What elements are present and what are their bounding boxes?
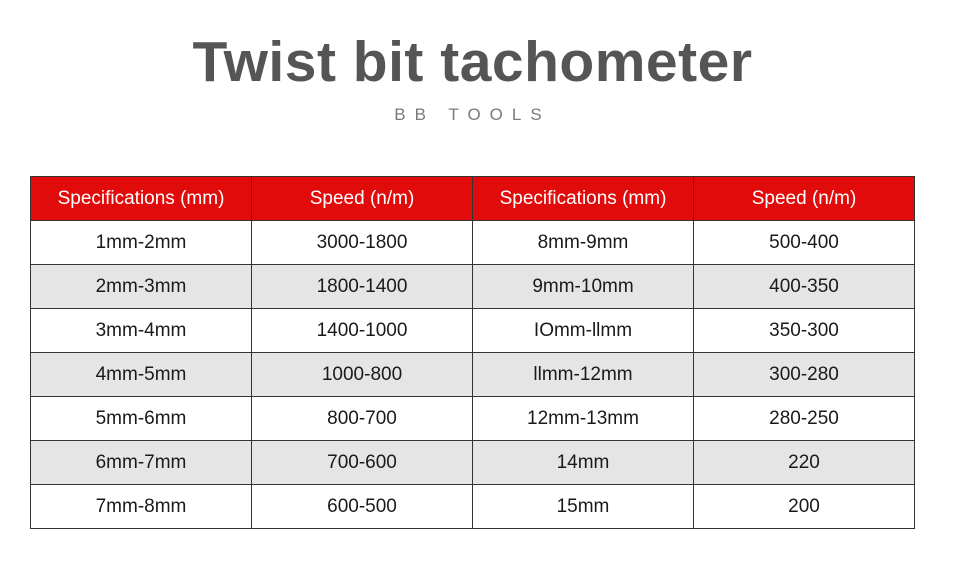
table-cell: 2mm-3mm — [31, 265, 252, 309]
table-cell: 350-300 — [694, 309, 915, 353]
table-cell: 280-250 — [694, 397, 915, 441]
table-cell: 6mm-7mm — [31, 441, 252, 485]
column-header-speed: Speed (n/m) — [694, 177, 915, 221]
table-cell: 800-700 — [252, 397, 473, 441]
table-cell: 3mm-4mm — [31, 309, 252, 353]
table-cell: 15mm — [473, 485, 694, 529]
table-cell: 400-350 — [694, 265, 915, 309]
table-cell: IOmm-llmm — [473, 309, 694, 353]
table-cell: 9mm-10mm — [473, 265, 694, 309]
table-cell: llmm-12mm — [473, 353, 694, 397]
table-cell: 200 — [694, 485, 915, 529]
column-header-speed: Speed (n/m) — [252, 177, 473, 221]
column-header-spec: Specifications (mm) — [473, 177, 694, 221]
spec-table — [30, 176, 915, 529]
table-cell: 1000-800 — [252, 353, 473, 397]
table-cell: 220 — [694, 441, 915, 485]
table-cell: 3000-1800 — [252, 221, 473, 265]
table-row — [31, 221, 915, 265]
table-row — [31, 353, 915, 397]
table-row — [31, 397, 915, 441]
table-cell: 14mm — [473, 441, 694, 485]
page-title: Twist bit tachometer — [192, 30, 753, 94]
table-cell: 5mm-6mm — [31, 397, 252, 441]
table-row — [31, 485, 915, 529]
table-row — [31, 309, 915, 353]
table-cell: 8mm-9mm — [473, 221, 694, 265]
table-row — [31, 265, 915, 309]
column-header-spec: Specifications (mm) — [31, 177, 252, 221]
table-row — [31, 441, 915, 485]
table-cell: 7mm-8mm — [31, 485, 252, 529]
table-header-row — [31, 177, 915, 221]
table-cell: 12mm-13mm — [473, 397, 694, 441]
table-cell: 500-400 — [694, 221, 915, 265]
table-cell: 1mm-2mm — [31, 221, 252, 265]
table-cell: 300-280 — [694, 353, 915, 397]
table-cell: 4mm-5mm — [31, 353, 252, 397]
table-cell: 1400-1000 — [252, 309, 473, 353]
brand-subtitle: BB TOOLS — [394, 105, 551, 124]
table-cell: 1800-1400 — [252, 265, 473, 309]
table-cell: 700-600 — [252, 441, 473, 485]
table-cell: 600-500 — [252, 485, 473, 529]
